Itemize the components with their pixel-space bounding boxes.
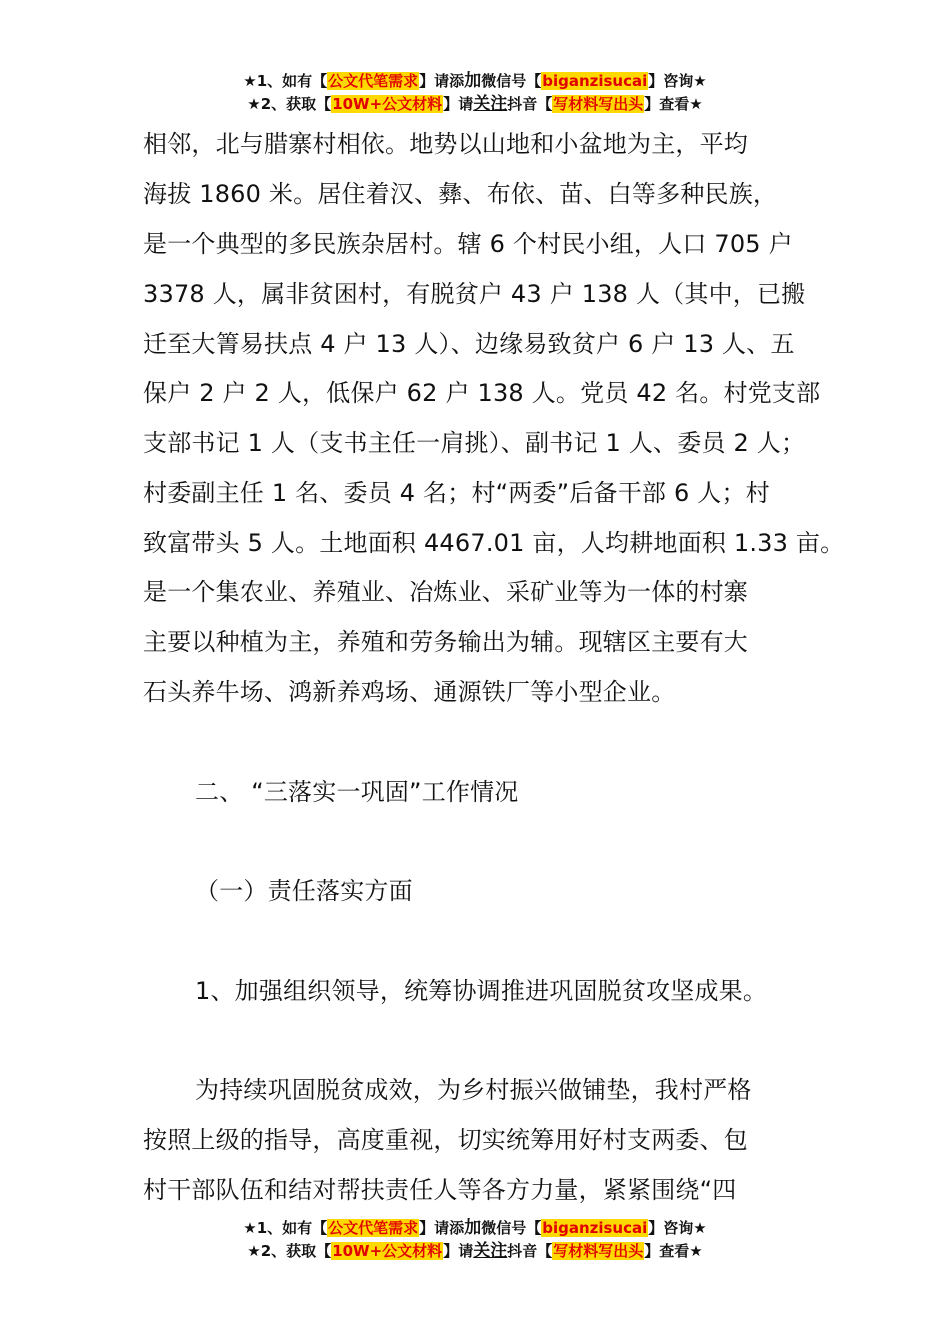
section-heading: 二、 “三落实一巩固”工作情况 [195, 778, 519, 806]
banner-highlight: 公文代笔需求 [328, 1219, 419, 1237]
footer-banner-line-1 [0, 1217, 950, 1239]
numbered-item-heading: 1、加强组织领导，统筹协调推进巩固脱贫攻坚成果。 [195, 977, 768, 1005]
banner-highlight: biganzisucai [542, 1219, 648, 1237]
body-text-line: 致富带头 5 人。土地面积 4467.01 亩，人均耕地面积 1.33 亩。 [143, 529, 845, 557]
banner-text: 】请添 [419, 72, 465, 90]
header-banner-line-2 [0, 93, 950, 115]
banner-text: 】请添 [419, 1219, 465, 1237]
body-text-line: 海拔 1860 米。居住着汉、彝、布依、苗、白等多种民族， [143, 180, 778, 208]
banner-text: ★1、如有【 [243, 72, 328, 90]
body-text-line: 按照上级的指导，高度重视，切实统筹用好村支两委、包 [143, 1126, 748, 1154]
banner-emphasis: 关注 [473, 94, 508, 114]
banner-highlight: 10W+公文材料 [332, 1242, 443, 1260]
body-text-line: 是一个典型的多民族杂居村。辖 6 个村民小组，人口 705 户 [143, 230, 793, 258]
body-text-line: 为持续巩固脱贫成效，为乡村振兴做铺垫，我村严格 [195, 1076, 752, 1104]
banner-highlight: 公文代笔需求 [328, 72, 419, 90]
body-text-line: 石头养牛场、鸿新养鸡场、通源铁厂等小型企业。 [143, 678, 676, 706]
banner-text: 抖音【 [507, 95, 553, 113]
body-text-line: 支部书记 1 人（支书主任一肩挑）、副书记 1 人、委员 2 人； [143, 429, 806, 457]
banner-text: 】咨询★ [648, 72, 707, 90]
banner-text: 】查看★ [644, 95, 703, 113]
body-text-line: 相邻，北与腊寨村相依。地势以山地和小盆地为主，平均 [143, 130, 748, 158]
banner-text: ★1、如有【 [243, 1219, 328, 1237]
banner-emphasis: 关注 [473, 1241, 508, 1261]
banner-highlight: biganzisucai [542, 72, 648, 90]
banner-text: 微信号【 [481, 1219, 542, 1237]
banner-text: ★2、获取【 [247, 95, 332, 113]
banner-text: ★2、获取【 [247, 1242, 332, 1260]
banner-emphasis: 加 [464, 71, 482, 91]
banner-text: 】请 [443, 95, 474, 113]
banner-text: 抖音【 [507, 1242, 553, 1260]
footer-banner-line-2 [0, 1240, 950, 1262]
body-text-line: 3378 人，属非贫困村，有脱贫户 43 户 138 人（其中，已搬 [143, 280, 806, 308]
banner-text: 微信号【 [481, 72, 542, 90]
body-text-line: 迁至大箐易扶点 4 户 13 人）、边缘易致贫户 6 户 13 人、五 [143, 330, 795, 358]
subsection-heading: （一）责任落实方面 [195, 877, 413, 905]
banner-text: 】查看★ [644, 1242, 703, 1260]
banner-text: 】咨询★ [648, 1219, 707, 1237]
body-text-line: 村委副主任 1 名、委员 4 名；村“两委”后备干部 6 人；村 [143, 479, 770, 507]
body-text-line: 村干部队伍和结对帮扶责任人等各方力量，紧紧围绕“四 [143, 1176, 737, 1204]
body-text-line: 是一个集农业、养殖业、冶炼业、采矿业等为一体的村寨 [143, 578, 748, 606]
header-banner-line-1 [0, 70, 950, 92]
banner-highlight: 写材料写出头 [553, 95, 644, 113]
body-text-line: 主要以种植为主，养殖和劳务输出为辅。现辖区主要有大 [143, 628, 748, 656]
body-text-line: 保户 2 户 2 人，低保户 62 户 138 人。党员 42 名。村党支部 [143, 379, 821, 407]
banner-highlight: 写材料写出头 [553, 1242, 644, 1260]
banner-text: 】请 [443, 1242, 474, 1260]
banner-emphasis: 加 [464, 1218, 482, 1238]
banner-highlight: 10W+公文材料 [332, 95, 443, 113]
